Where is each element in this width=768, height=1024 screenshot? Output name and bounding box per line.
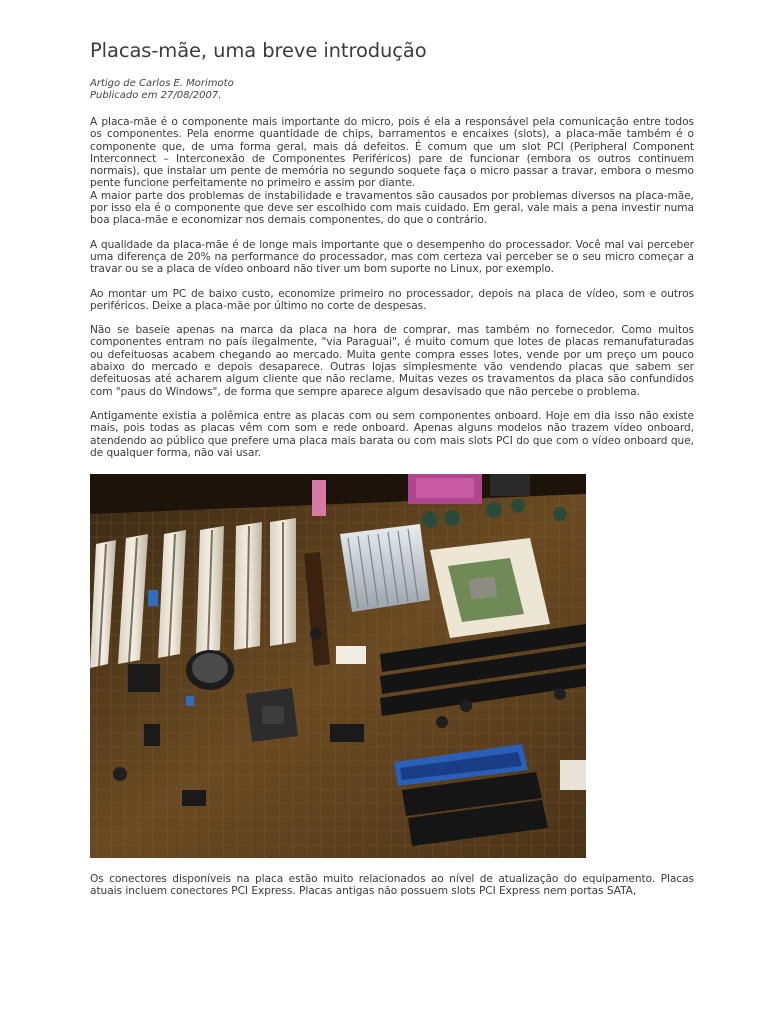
article-title: Placas-mãe, uma breve introdução (90, 39, 427, 62)
author-line: Artigo de Carlos E. Morimoto (90, 78, 234, 89)
paragraph-3: A qualidade da placa-mãe é de longe mais importante que o desempenho do processador. Você mal vai perceber uma diferença de 20% na performance do processador, mas com certeza vai perceber se o seu micro começar a travar ou se a placa de vídeo onboard não tiver um bom suporte no Linux, por exemplo. (90, 238, 694, 276)
motherboard-illustration (90, 474, 586, 858)
paragraph-1: A placa-mãe é o componente mais importante do micro, pois é ela a responsável pela comunicação entre todos os componentes. Pela enorme quantidade de chips, barramentos e encaixes (slots), a placa-mãe também é o componente que, de uma forma geral, mais dá defeitos. É comum que um slot PCI (Peripheral Component Interconnect – Interconexão de Componentes Periféricos) pare de funcionar (embora os outros continuem normais), que instalar um pente de memória no segundo soquete faça o micro passar a travar, embora o mesmo pente funcione perfeitamente no primeiro e assim por diante. (90, 116, 694, 190)
paragraph-6: Antigamente existia a polêmica entre as placas com ou sem componentes onboard. Hoje em dia isso não existe mais, pois todas as placas vêm com som e rede onboard. Apenas alguns modelos não trazem vídeo onboard, atendendo ao público que prefere uma placa mais barata ou com mais slots PCI do que com o vídeo onboard que, de qualquer forma, não vai usar. (90, 409, 694, 459)
motherboard-photo (90, 474, 586, 858)
paragraph-2: A maior parte dos problemas de instabilidade e travamentos são causados por problemas diversos na placa-mãe, por isso ela é o componente que deve ser escolhido com mais cuidado. Em geral, vale mais a pena investir numa boa placa-mãe e economizar nos demais componentes, do que o contrário. (90, 189, 694, 227)
article (90, 38, 694, 898)
paragraph-7: Os conectores disponíveis na placa estão muito relacionados ao nível de atualização do equipamento. Placas atuais incluem conectores PCI Express. Placas antigas não possuem slots PCI Express nem portas SATA, (90, 873, 694, 898)
paragraph-5: Não se baseie apenas na marca da placa na hora de comprar, mas também no fornecedor. Como muitos componentes entram no país ilegalmente, "via Paraguai", é muito comum que lotes de placas remanufaturadas ou defeituosas acabem chegando ao mercado. Muita gente compra esses lotes, vende por um preço um pouco abaixo do mercado e depois desaparece. Outras lojas simplesmente vão vendendo placas que sabem ser defeituosas até acharem algum cliente que não reclame. Muitas vezes os travamentos da placa são confundidos com "paus do Windows", de forma que sempre aparece algum desavisado que não percebe o problema. (90, 324, 694, 398)
byline (90, 78, 694, 102)
published-date: Publicado em 27/08/2007. (90, 90, 222, 101)
paragraph-4: Ao montar um PC de baixo custo, economize primeiro no processador, depois na placa de vídeo, som e outros periféricos. Deixe a placa-mãe por último no corte de despesas. (90, 287, 694, 312)
